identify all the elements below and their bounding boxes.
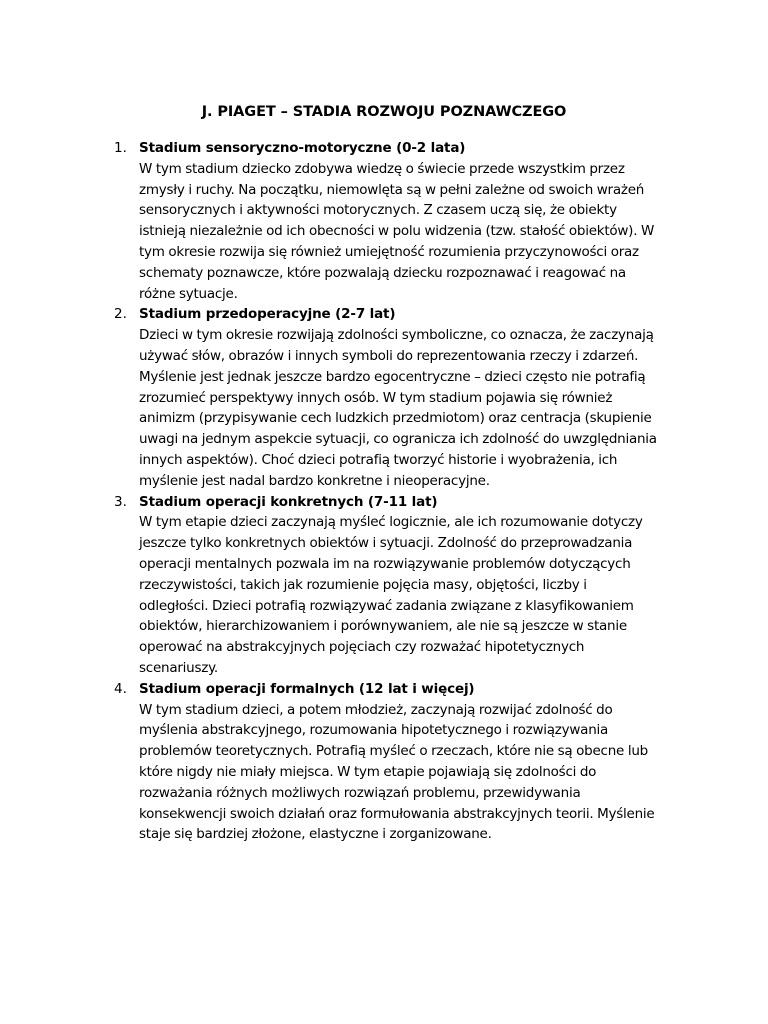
stage-text-line: różne sytuacje. xyxy=(139,285,238,302)
stage-description xyxy=(139,325,674,491)
list-item-stage-2 xyxy=(114,304,674,491)
stage-text-line: obiektów, hierarchizowaniem i porównywaniem, ale nie są jeszcze w stanie xyxy=(139,618,627,635)
list-item-stage-4 xyxy=(114,679,674,845)
stage-text-line: używać słów, obrazów i innych symboli do reprezentowania rzeczy i zdarzeń. xyxy=(139,347,639,364)
stage-text-line: Myślenie jest jednak jeszcze bardzo egocentryczne – dzieci często nie potrafią xyxy=(139,368,646,385)
list-item-stage-1 xyxy=(114,138,674,304)
stage-text-line: animizm (przypisywanie cech ludzkich przedmiotom) oraz centracja (skupienie xyxy=(139,410,652,427)
stage-text-line: konsekwencji swoich działań oraz formułowania abstrakcyjnych teorii. Myślenie xyxy=(139,805,655,822)
stage-text-line: myślenia abstrakcyjnego, rozumowania hipotetycznego i rozwiązywania xyxy=(139,722,609,739)
stage-text-line: zmysły i ruchy. Na początku, niemowlęta są w pełni zależne od swoich wrażeń xyxy=(139,181,645,198)
stages-list xyxy=(114,138,674,845)
list-item-stage-3 xyxy=(114,492,674,679)
stage-title: Stadium operacji formalnych (12 lat i więcej) xyxy=(139,680,475,697)
stage-text-line: uwagi na jednym aspekcie sytuacji, co ogranicza ich zdolność do uwzględniania xyxy=(139,431,657,448)
stage-text-line: problemów teoretycznych. Potrafią myśleć o rzeczach, które nie są obecne lub xyxy=(139,743,648,760)
stage-text-line: sensorycznych i aktywności motorycznych. Z czasem uczą się, że obiekty xyxy=(139,202,617,219)
stage-number: 4. xyxy=(114,680,127,697)
stage-title: Stadium przedoperacyjne (2-7 lat) xyxy=(139,306,396,323)
stage-number: 2. xyxy=(114,306,127,323)
stage-title: Stadium sensoryczno-motoryczne (0-2 lata) xyxy=(139,140,466,156)
stage-description xyxy=(139,512,674,678)
document-title: J. PIAGET – STADIA ROZWOJU POZNAWCZEGO xyxy=(201,104,567,120)
stage-text-line: innych aspektów). Choć dzieci potrafią tworzyć historie i wyobrażenia, ich xyxy=(139,451,618,468)
stage-text-line: operacji mentalnych pozwala im na rozwiązywanie problemów dotyczących xyxy=(139,555,631,572)
stage-number: 1. xyxy=(114,140,127,156)
stage-text-line: W tym stadium dziecko zdobywa wiedzę o świecie przede wszystkim przez xyxy=(139,160,625,177)
stage-text-line: tym okresie rozwija się również umiejętność rozumienia przyczynowości oraz xyxy=(139,243,639,260)
stage-text-line: schematy poznawcze, które pozwalają dziecku rozpoznawać i reagować na xyxy=(139,264,626,281)
stage-text-line: które nigdy nie miały miejsca. W tym etapie pojawiają się zdolności do xyxy=(139,763,597,780)
stage-text-line: Dzieci w tym okresie rozwijają zdolności symboliczne, co oznacza, że zaczynają xyxy=(139,327,654,344)
stage-text-line: rozważania różnych możliwych rozwiązań problemu, przewidywania xyxy=(139,784,581,801)
stage-text-line: W tym etapie dzieci zaczynają myśleć logicznie, ale ich rozumowanie dotyczy xyxy=(139,514,643,531)
stage-text-line: jeszcze tylko konkretnych obiektów i sytuacji. Zdolność do przeprowadzania xyxy=(139,535,633,552)
stage-title: Stadium operacji konkretnych (7-11 lat) xyxy=(139,493,438,510)
stage-text-line: operować na abstrakcyjnych pojęciach czy rozważać hipotetycznych xyxy=(139,639,585,656)
stage-description xyxy=(139,700,674,846)
stage-text-line: odległości. Dzieci potrafią rozwiązywać zadania związane z klasyfikowaniem xyxy=(139,597,634,614)
stage-text-line: staje się bardziej złożone, elastyczne i zorganizowane. xyxy=(139,826,492,843)
stage-text-line: rzeczywistości, takich jak rozumienie pojęcia masy, objętości, liczby i xyxy=(139,576,587,593)
stage-description xyxy=(139,159,674,305)
stage-text-line: myślenie jest nadal bardzo konkretne i nieoperacyjne. xyxy=(139,472,490,489)
stage-text-line: W tym stadium dzieci, a potem młodzież, zaczynają rozwijać zdolność do xyxy=(139,701,613,718)
stage-number: 3. xyxy=(114,493,127,510)
stage-text-line: scenariuszy. xyxy=(139,659,218,676)
stage-text-line: istnieją niezależnie od ich obecności w polu widzenia (tzw. stałość obiektów). W xyxy=(139,223,655,240)
stage-text-line: zrozumieć perspektywy innych osób. W tym stadium pojawia się również xyxy=(139,389,613,406)
